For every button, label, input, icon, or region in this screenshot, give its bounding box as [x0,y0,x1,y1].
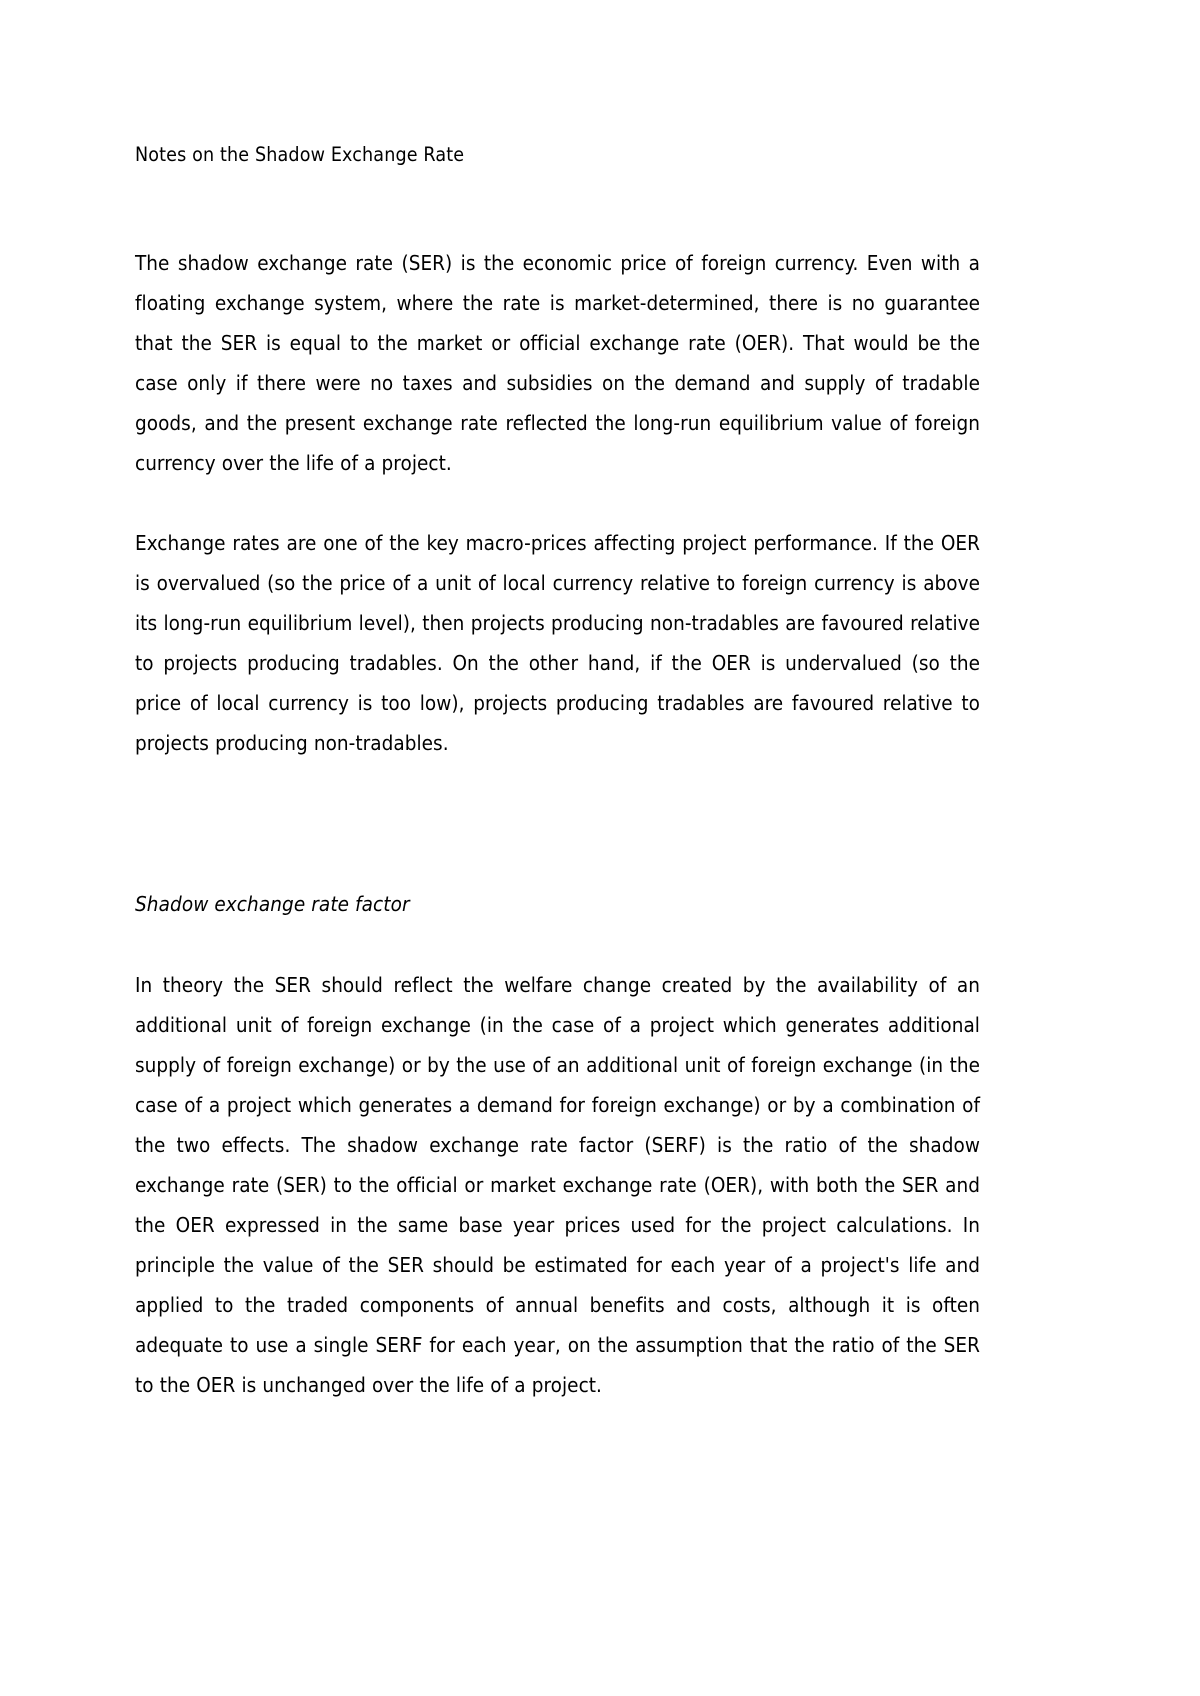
paragraph-exchange-rates-macro-prices: Exchange rates are one of the key macro-prices affecting project performance. If the OER is overvalued (so the price of a unit of local currency relative to foreign currency is above its long-run equilibrium level), then projects producing non-tradables are favoured relative to projects producing tradables. On the other hand, if the OER is undervalued (so the price of local currency is too low), projects producing tradables are favoured relative to projects producing non-tradables. [135,530,980,755]
section-heading-shadow-exchange-rate-factor: Shadow exchange rate factor [135,891,410,916]
paragraph-serf-theory: In theory the SER should reflect the welfare change created by the availability of an additional unit of foreign exchange (in the case of a project which generates additional supply of foreign exchange) or by the use of an additional unit of foreign exchange (in the case of a project which generates a demand for foreign exchange) or by a combination of the two effects. The shadow exchange rate factor (SERF) is the ratio of the shadow exchange rate (SER) to the official or market exchange rate (OER), with both the SER and the OER expressed in the same base year prices used for the project calculations. In principle the value of the SER should be estimated for each year of a project's life and applied to the traded components of annual benefits and costs, although it is often adequate to use a single SERF for each year, on the assumption that the ratio of the SER to the OER is unchanged over the life of a project. [135,972,980,1397]
document-title: Notes on the Shadow Exchange Rate [135,143,465,166]
document-body [135,0,980,1405]
paragraph-shadow-exchange-rate-definition: The shadow exchange rate (SER) is the economic price of foreign currency. Even with a floating exchange system, where the rate is market-determined, there is no guarantee that the SER is equal to the market or official exchange rate (OER). That would be the case only if there were no taxes and subsidies on the demand and supply of tradable goods, and the present exchange rate reflected the long-run equilibrium value of foreign currency over the life of a project. [135,250,980,475]
